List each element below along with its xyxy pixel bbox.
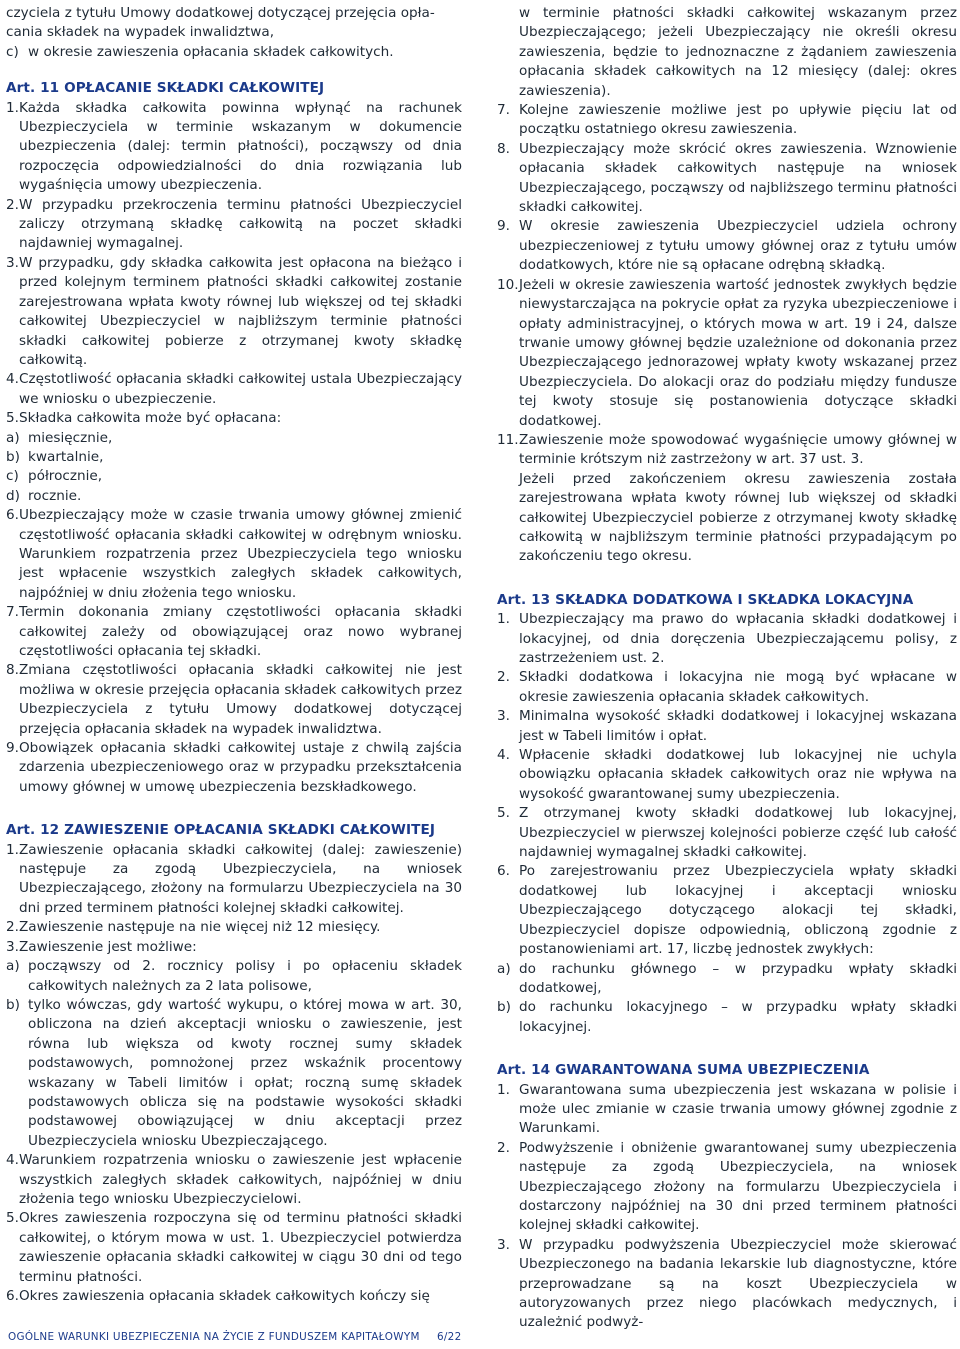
item-number: 4. bbox=[6, 371, 19, 388]
list-item bbox=[497, 431, 957, 470]
item-text: Zawieszenie opłacania składki całkowitej (dalej: zawieszenie) następuje za zgodą Ubezpieczyciela, na wniosek Ubezpieczającego, złożony na formularzu Ubezpieczyciela na 30 dni przed terminem płatności kolejnej składki całkowitej. bbox=[18, 841, 462, 916]
list-item bbox=[6, 918, 462, 937]
item-number: 4. bbox=[497, 747, 510, 764]
list-item bbox=[497, 804, 957, 862]
item-number: 3. bbox=[497, 708, 510, 725]
list-item bbox=[6, 739, 462, 797]
item-number: b) bbox=[6, 996, 20, 1013]
art11-heading: Art. 11 OPŁACANIE SKŁADKI CAŁKOWITEJ bbox=[6, 80, 325, 97]
page-number: 6/22 bbox=[436, 1331, 462, 1343]
item-text: W przypadku przekroczenia terminu płatności Ubezpieczyciel zaliczy otrzymaną składkę całkowitą na poczet składki najdawniej wymagalnej. bbox=[18, 196, 462, 252]
item-text: Jeżeli w okresie zawieszenia wartość jednostek zwykłych będzie niewystarczająca na pokrycie opłat za ryzyka ubezpieczeniowe i opłaty administracyjnej, o których mowa w art. 19 i 24, dalsze trwanie umowy głównej będzie uzależnione od dokonania przez Ubezpieczającego jednorazowej wpłaty kwoty wskazanej przez Ubezpieczyciela. Do alokacji oraz do podziału między fundusze tej kwoty stosuje się postanowienia dotyczące składki dodatkowej. bbox=[519, 276, 957, 429]
list-item bbox=[497, 707, 957, 746]
item-text: Warunkiem rozpatrzenia wniosku o zawieszenie jest wpłacenie wszystkich zaległych składek całkowitych, najpóźniej w dniu złożenia tego wniosku Ubezpieczycielowi. bbox=[18, 1152, 462, 1207]
intro-line-2: cania składek na wypadek inwalidztwa, bbox=[6, 24, 275, 41]
item-text: W przypadku podwyższenia Ubezpieczyciel może skierować Ubezpieczonego na badania lekarskie lub diagnostyczne, które przeprowadzane są na koszt Ubezpieczyciela w autoryzowanych przez niego placówkach medycznych, i uzależnić podwyż- bbox=[519, 1236, 957, 1331]
item-text: Jeżeli przed zakończeniem okresu zawieszenia została zarejestrowana wpłata kwoty równej lub większej od składki całkowitej Ubezpieczyciel pobierze z otrzymanej kwoty składkę całkowitą w najbliższym terminie płatności przypadającym po zakończeniu tego okresu. bbox=[519, 470, 957, 565]
list-item bbox=[6, 196, 462, 254]
item-text: w okresie zawieszenia opłacania składek całkowitych. bbox=[28, 43, 394, 60]
item-text: Podwyższenie i obniżenie gwarantowanej sumy ubezpieczenia następuje za zgodą Ubezpieczyciela, na wniosek Ubezpieczającego złożony na formularzu Ubezpieczyciela i dostarczony najpóźniej na 30 dni przed terminem płatności kolejnej składki całkowitej. bbox=[519, 1139, 957, 1234]
item-text: Ubezpieczający może w czasie trwania umowy głównej zmienić częstotliwość opłacania składki całkowitej w odrębnym wniosku. Warunkiem rozpatrzenia przez Ubezpieczyciela tego wniosku jest wpłacenie wszystkich zaległych składek całkowitych, najpóźniej w dniu złożenia tego wniosku. bbox=[18, 507, 462, 601]
item-text: Z otrzymanej kwoty składki dodatkowej lub lokacyjnej, Ubezpieczyciel w pierwszej kolejności pobierze część lub całość najdawniej wymagalnej składki całkowitej. bbox=[519, 805, 957, 861]
item-text: miesięcznie, bbox=[28, 429, 113, 446]
footer-title: OGÓLNE WARUNKI UBEZPIECZENIA NA ŻYCIE Z FUNDUSZEM KAPITAŁOWYM bbox=[8, 1331, 420, 1343]
item-number: 1. bbox=[497, 1081, 510, 1098]
item-text: Termin dokonania zmiany częstotliwości opłacania składki całkowitej zależy od obowiązującej oraz nowo wybranej częstotliwości opłacania tej składki. bbox=[18, 604, 462, 659]
item-number: 11. bbox=[497, 431, 519, 448]
item-number: 5. bbox=[497, 805, 510, 822]
item-text: do rachunku lokacyjnego – w przypadku wpłaty składki lokacyjnej. bbox=[519, 999, 957, 1035]
item-text: Po zarejestrowaniu przez Ubezpieczyciela wpłaty składki dodatkowej lub lokacyjnej i akceptacji wniosku Ubezpieczającego dotyczącego alokacji tej składki, Ubezpieczyciel dopisze odpowiednią, obliczoną zgodnie z postanowieniami art. 17, liczbę jednostek zwykłych: bbox=[519, 863, 957, 958]
item-number: 6. bbox=[497, 863, 510, 880]
item-number: 2. bbox=[497, 1139, 510, 1156]
item-number: 1. bbox=[6, 99, 19, 116]
list-item bbox=[497, 960, 957, 999]
list-item bbox=[6, 996, 462, 1151]
item-number: 5. bbox=[6, 1210, 19, 1227]
list-item bbox=[6, 841, 462, 919]
list-item bbox=[497, 470, 957, 567]
item-number: b) bbox=[497, 999, 511, 1016]
list-item bbox=[6, 506, 462, 603]
list-item bbox=[497, 101, 957, 140]
list-item bbox=[6, 43, 462, 62]
right-column bbox=[497, 4, 957, 1333]
list-item bbox=[6, 409, 462, 428]
item-text: Okres zawieszenia opłacania składek całkowitych kończy się bbox=[18, 1288, 430, 1304]
item-text: Gwarantowana suma ubezpieczenia jest wskazana w polisie i może ulec zmianie w czasie trwania umowy głównej zgodnie z Warunkami. bbox=[519, 1081, 957, 1137]
item-text: W przypadku, gdy składka całkowita jest opłacona na bieżąco i przed kolejnym terminem płatności składki całkowitej zostanie zarejestrowana wpłata kwoty równej lub większej od tej składki całkowitej Ubezpieczyciel w najbliższym terminie płatności składki całkowitej pobierze z otrzymanej kwoty składkę całkowitą. bbox=[18, 254, 462, 368]
item-number: 9. bbox=[6, 740, 19, 757]
item-text: Kolejne zawieszenie możliwe jest po upływie pięciu lat od początku ostatniego okresu zawieszenia. bbox=[519, 102, 957, 138]
item-number: a) bbox=[497, 960, 511, 977]
item-text: tylko wówczas, gdy wartość wykupu, o której mowa w art. 30, obliczona na dzień akceptacji wniosku o zawieszenie, jest równa lub większa od kwoty rocznej sumy składek podstawowych, pomnożonej przez wskaźnik procentowy wskazany w Tabeli limitów i opłat; roczną sumę składek podstawowych oblicza się na podstawie wysokości składki podstawowej obowiązującej w dniu akceptacji przez Ubezpieczyciela wniosku Ubezpieczającego. bbox=[28, 996, 462, 1149]
list-item bbox=[497, 746, 957, 804]
item-number: 2. bbox=[497, 669, 510, 686]
item-text: W okresie zawieszenia Ubezpieczyciel udziela ochrony ubezpieczeniowej z tytułu umowy głównej oraz z tytułu umów dodatkowych, które nie są opłacane odrębną składką. bbox=[519, 218, 957, 274]
list-item bbox=[6, 938, 462, 957]
item-text: począwszy od 2. rocznicy polisy i po opłaceniu składek całkowitych należnych za 2 lata polisowe, bbox=[28, 958, 462, 994]
item-text: Składka całkowita może być opłacana: bbox=[18, 410, 282, 427]
item-number: 6. bbox=[6, 1288, 19, 1304]
list-item bbox=[6, 448, 462, 467]
item-number: 3. bbox=[497, 1236, 510, 1253]
item-number: c) bbox=[6, 468, 19, 485]
item-text: półrocznie, bbox=[28, 468, 103, 485]
art13-heading: Art. 13 SKŁADKA DODATKOWA I SKŁADKA LOKACYJNA bbox=[497, 591, 914, 608]
item-number: 2. bbox=[6, 919, 19, 936]
item-text: Wpłacenie składki dodatkowej lub lokacyjnej nie uchyla obowiązku opłacania składek całkowitych oraz nie wpływa na wysokość gwarantowanej sumy ubezpieczenia. bbox=[519, 747, 957, 802]
item-number: 3. bbox=[6, 938, 19, 955]
list-item bbox=[497, 140, 957, 218]
item-number-spacer bbox=[497, 4, 519, 101]
list-item bbox=[6, 661, 462, 739]
list-item bbox=[497, 862, 957, 959]
left-column bbox=[6, 4, 462, 1306]
art12-heading: Art. 12 ZAWIESZENIE OPŁACANIA SKŁADKI CAŁKOWITEJ bbox=[6, 822, 436, 839]
page-footer bbox=[8, 1331, 462, 1343]
item-text: Zawieszenie jest możliwe: bbox=[18, 938, 197, 955]
item-text: Zawieszenie następuje na nie więcej niż 12 miesięcy. bbox=[18, 919, 381, 936]
item-number: 5. bbox=[6, 410, 19, 427]
art14-heading: Art. 14 GWARANTOWANA SUMA UBEZPIECZENIA bbox=[497, 1062, 870, 1079]
list-item bbox=[6, 370, 462, 409]
item-number: 10. bbox=[497, 276, 519, 293]
item-number: a) bbox=[6, 958, 20, 975]
item-number: 2. bbox=[6, 196, 19, 213]
item-number: a) bbox=[6, 429, 20, 446]
art11-list bbox=[6, 99, 462, 798]
item-number: 1. bbox=[6, 841, 19, 858]
list-item bbox=[497, 4, 957, 101]
list-item bbox=[6, 957, 462, 996]
item-text: Składki dodatkowa i lokacyjna nie mogą być wpłacane w okresie zawieszenia opłacania składek całkowitych. bbox=[519, 669, 957, 705]
item-number: c) bbox=[6, 43, 19, 60]
item-text: kwartalnie, bbox=[28, 448, 104, 465]
list-item bbox=[497, 668, 957, 707]
list-item bbox=[497, 276, 957, 431]
item-number: d) bbox=[6, 487, 20, 504]
list-item bbox=[497, 1081, 957, 1139]
list-item bbox=[6, 603, 462, 661]
item-number: 3. bbox=[6, 254, 19, 271]
item-number: 7. bbox=[6, 604, 19, 621]
item-number-spacer bbox=[497, 470, 519, 567]
item-text: Obowiązek opłacania składki całkowitej ustaje z chwilą zajścia zdarzenia ubezpieczeniowego oraz w przypadku przekształcenia umowy głównej w umowę ubezpieczenia bezskładkowego. bbox=[18, 740, 462, 795]
list-item bbox=[497, 610, 957, 668]
item-text: Ubezpieczający ma prawo do wpłacania składki dodatkowej i lokacyjnej, od dnia doręczenia Ubezpieczającemu polisy, z zastrzeżeniem ust. 2. bbox=[519, 611, 957, 666]
item-text: Ubezpieczający może skrócić okres zawieszenia. Wznowienie opłacania składek całkowitych następuje na wniosek Ubezpieczającego, począwszy od najbliższego terminu płatności składki całkowitej. bbox=[519, 140, 957, 216]
list-item bbox=[497, 998, 957, 1037]
item-text: do rachunku głównego – w przypadku wpłaty składki dodatkowej, bbox=[519, 960, 957, 996]
list-item bbox=[6, 1209, 462, 1287]
item-text: Każda składka całkowita powinna wpłynąć na rachunek Ubezpieczyciela w terminie wskazanym w dokumencie ubezpieczenia (dalej: termin płatności), począwszy od dnia rozpoczęcia odpowiedzialności do dnia rozwiązania lub wygaśnięcia umowy ubezpieczenia. bbox=[18, 99, 462, 194]
item-text: Okres zawieszenia rozpoczyna się od terminu płatności składki całkowitej, o którym mowa w ust. 1. Ubezpieczyciel potwierdza zawieszenie opłacania składki całkowitej w ciągu 30 dni od tego terminu płatności. bbox=[18, 1210, 462, 1285]
item-text: Minimalna wysokość składki dodatkowej i lokacyjnej wskazana jest w Tabeli limitów i opłat. bbox=[519, 708, 957, 744]
item-number: 9. bbox=[497, 218, 510, 235]
list-item bbox=[497, 217, 957, 275]
item-text: Zmiana częstotliwości opłacania składki całkowitej nie jest możliwa w okresie przejęcia opłacania składek całkowitych przez Ubezpieczyciela z tytułu Umowy dodatkowej dotyczącej przejęcia opłacania składek na wypadek inwalidztwa. bbox=[18, 662, 462, 737]
item-number: 4. bbox=[6, 1152, 19, 1169]
intro-line-1: czyciela z tytułu Umowy dodatkowej dotyczącej przejęcia opła- bbox=[6, 5, 435, 21]
list-item bbox=[6, 254, 462, 370]
item-number: b) bbox=[6, 448, 20, 465]
list-item bbox=[497, 1139, 957, 1236]
item-text: Częstotliwość opłacania składki całkowitej ustala Ubezpieczający we wniosku o ubezpieczenie. bbox=[18, 371, 462, 407]
item-number: 8. bbox=[6, 662, 19, 679]
item-text: rocznie. bbox=[28, 487, 82, 504]
item-number: 6. bbox=[6, 507, 19, 524]
item-number: 7. bbox=[497, 102, 510, 119]
list-item bbox=[6, 429, 462, 448]
list-item bbox=[6, 467, 462, 486]
item-number: 1. bbox=[497, 611, 510, 628]
item-text: w terminie płatności składki całkowitej wskazanym przez Ubezpieczającego; jeżeli Ubezpieczający nie określi okresu zawieszenia, będzie to jednoznaczne z żądaniem zawieszenia opłacania składek całkowitych na 12 miesięcy (dalej: okres zawieszenia). bbox=[519, 5, 957, 99]
list-item bbox=[6, 99, 462, 196]
list-item bbox=[6, 1287, 462, 1306]
list-item bbox=[497, 1236, 957, 1333]
art12-list bbox=[6, 841, 462, 1307]
list-item bbox=[6, 1151, 462, 1209]
list-item bbox=[6, 487, 462, 506]
item-number: 8. bbox=[497, 140, 510, 157]
item-text: Zawieszenie może spowodować wygaśnięcie umowy głównej w terminie krótszym niż zastrzeżony w art. 37 ust. 3. bbox=[519, 431, 957, 468]
